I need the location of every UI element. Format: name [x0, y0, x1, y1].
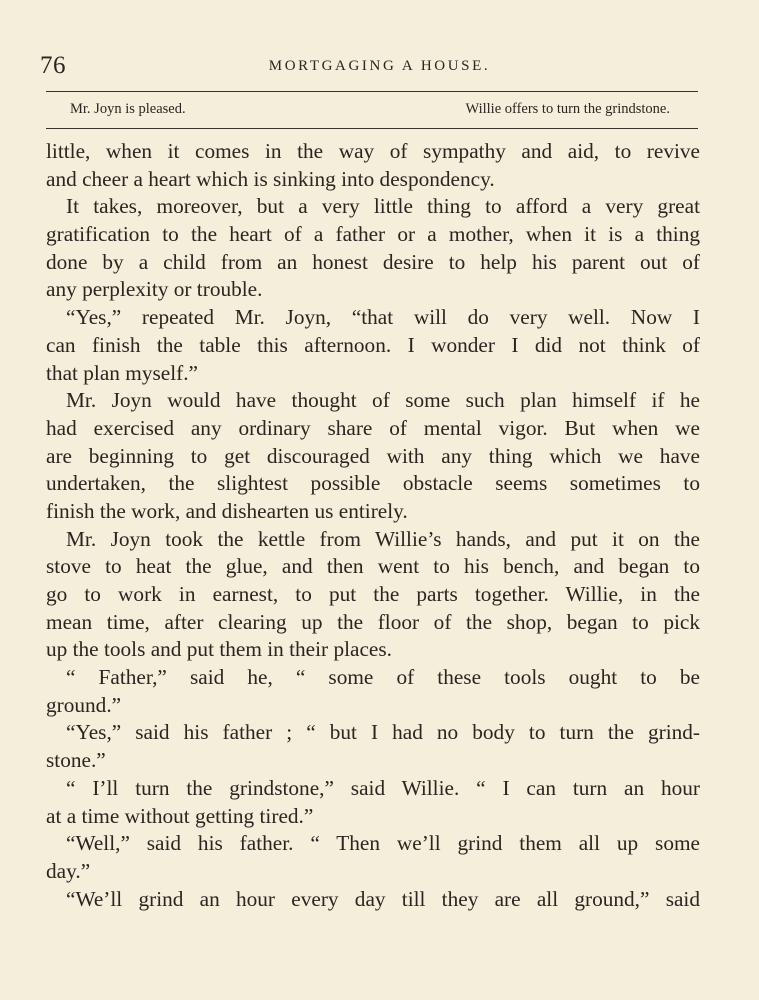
text-line: day.” — [46, 858, 91, 883]
text-line: Mr. Joyn took the kettle from Willie’s hands, and put it on the — [66, 526, 700, 551]
text-line: stone.” — [46, 748, 106, 773]
text-line: “Yes,” said his father ; “ but I had no body to turn the grind- — [66, 720, 700, 745]
text-line: undertaken, the slightest possible obstacle seems sometimes to — [46, 471, 700, 496]
header-rule-bottom — [46, 128, 698, 129]
text-line: ground.” — [46, 692, 122, 717]
text-line: finish the work, and dishearten us entirely. — [46, 498, 408, 523]
text-line: Mr. Joyn would have thought of some such plan himself if he — [66, 388, 700, 413]
header-rule-top — [46, 91, 698, 92]
text-line: done by a child from an honest desire to help his parent out of — [46, 249, 700, 274]
subhead-left: Mr. Joyn is pleased. — [70, 101, 186, 117]
text-line: and cheer a heart which is sinking into despondency. — [46, 166, 495, 191]
text-line: that plan myself.” — [46, 360, 198, 385]
text-line: “Yes,” repeated Mr. Joyn, “that will do very well. Now I — [66, 305, 700, 330]
text-line: “ I’ll turn the grindstone,” said Willie. “ I can turn an hour — [66, 775, 700, 800]
text-line: little, when it comes in the way of sympathy and aid, to revive — [46, 139, 700, 163]
body-text — [46, 138, 700, 913]
text-line: It takes, moreover, but a very little thing to afford a very great — [66, 194, 700, 219]
text-line: at a time without getting tired.” — [46, 803, 314, 828]
page-number: 76 — [40, 52, 66, 79]
text-line: any perplexity or trouble. — [46, 277, 263, 302]
text-line: stove to heat the glue, and then went to his bench, and began to — [46, 554, 700, 579]
text-line: are beginning to get discouraged with any thing which we have — [46, 443, 700, 468]
subhead-right: Willie offers to turn the grindstone. — [465, 101, 670, 117]
text-line: go to work in earnest, to put the parts together. Willie, in the — [46, 582, 700, 606]
text-line: “ Father,” said he, “ some of these tools ought to be — [66, 665, 700, 690]
running-title: MORTGAGING A HOUSE. — [268, 58, 491, 74]
text-line: gratification to the heart of a father or a mother, when it is a thing — [46, 222, 700, 247]
text-line: up the tools and put them in their places. — [46, 637, 393, 662]
text-line: had exercised any ordinary share of mental vigor. But when we — [46, 415, 700, 440]
text-line: can finish the table this afternoon. I wonder I did not think of — [46, 332, 700, 357]
text-line: mean time, after clearing up the floor of the shop, began to pick — [46, 609, 700, 634]
text-line: “We’ll grind an hour every day till they are all ground,” said — [66, 886, 700, 911]
text-line: “Well,” said his father. “ Then we’ll grind them all up some — [66, 831, 700, 856]
